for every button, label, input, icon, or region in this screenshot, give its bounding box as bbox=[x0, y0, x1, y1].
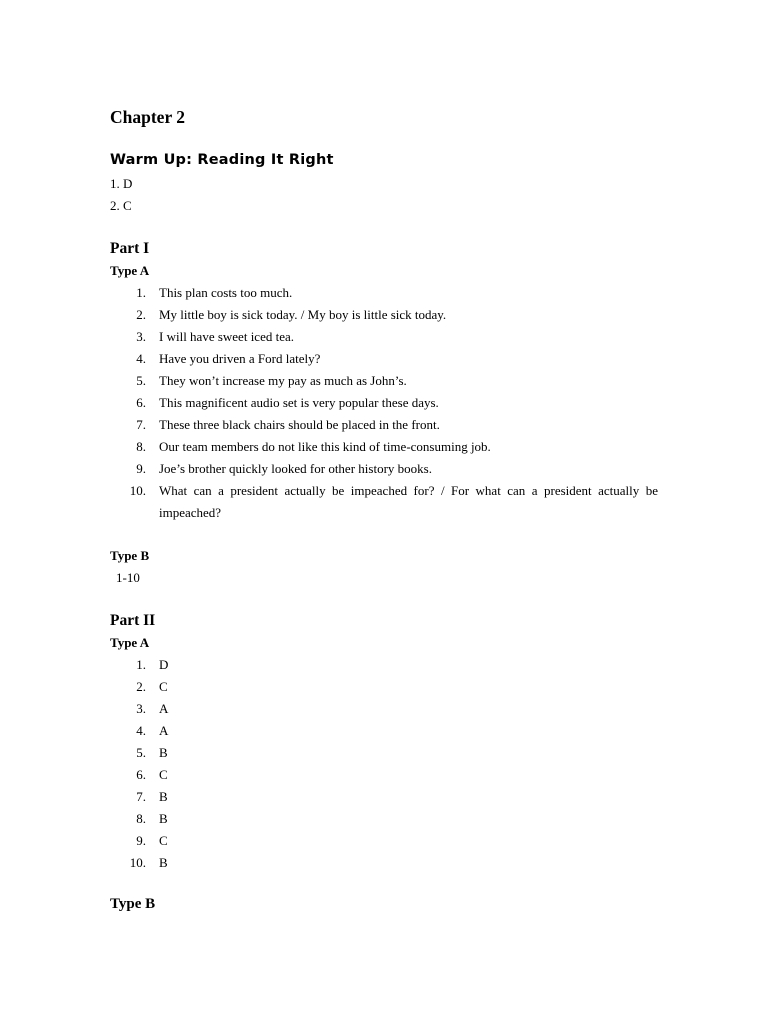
part2-typeA-item-number: 4. bbox=[136, 723, 146, 738]
part1-typeB-heading: Type B bbox=[110, 548, 150, 563]
part1-typeA-list bbox=[110, 282, 658, 524]
part2-typeA-item bbox=[110, 698, 658, 720]
part1-typeA-item bbox=[110, 392, 658, 414]
part2-typeA-item bbox=[110, 676, 658, 698]
warmup-heading: Warm Up: Reading It Right bbox=[110, 152, 334, 168]
part1-typeA-item bbox=[110, 414, 658, 436]
part1-typeA-item-text: They won’t increase my pay as much as John’s. bbox=[159, 373, 407, 388]
part2-typeA-item-text: C bbox=[159, 767, 168, 782]
part1-typeA-item-number: 7. bbox=[136, 417, 146, 432]
part1-typeA-item-text: Our team members do not like this kind of time-consuming job. bbox=[159, 439, 491, 454]
part1-typeA-heading: Type A bbox=[110, 263, 150, 278]
part2-typeA-item bbox=[110, 830, 658, 852]
part1-typeA-item bbox=[110, 326, 658, 348]
part1-typeA-item bbox=[110, 458, 658, 480]
part2-typeA-item bbox=[110, 654, 658, 676]
part1-typeA-item-number: 4. bbox=[136, 351, 146, 366]
part2-typeA-item-number: 8. bbox=[136, 811, 146, 826]
part2-typeA-item-text: B bbox=[159, 855, 168, 870]
part2-typeA-item-text: A bbox=[159, 701, 169, 716]
part2-typeA-item-number: 10. bbox=[129, 855, 146, 870]
part1-typeA-item-number: 8. bbox=[136, 439, 146, 454]
part2-typeA-list bbox=[110, 654, 658, 874]
part2-typeB-heading: Type B bbox=[110, 896, 156, 912]
part1-typeA-item-text: My little boy is sick today. / My boy is little sick today. bbox=[159, 307, 447, 322]
part2-typeA-item-number: 9. bbox=[136, 833, 146, 848]
part2-typeA-item-text: B bbox=[159, 789, 168, 804]
part1-typeA-item-number: 10. bbox=[129, 483, 146, 498]
part2-typeA-item bbox=[110, 720, 658, 742]
part2-typeA-item bbox=[110, 808, 658, 830]
part1-typeA-item bbox=[110, 436, 658, 458]
part1-typeA-item-number: 6. bbox=[136, 395, 146, 410]
part2-typeA-item-number: 7. bbox=[136, 789, 146, 804]
part1-heading: Part I bbox=[110, 240, 150, 257]
part1-typeA-item-number: 3. bbox=[136, 329, 146, 344]
part1-typeA-item-text: Joe’s brother quickly looked for other history books. bbox=[159, 461, 432, 476]
part1-typeA-item-number: 1. bbox=[136, 285, 146, 300]
part2-typeA-item-number: 6. bbox=[136, 767, 146, 782]
part1-typeA-item bbox=[110, 370, 658, 392]
part1-typeA-item bbox=[110, 304, 658, 326]
part1-typeA-item-text: These three black chairs should be placed in the front. bbox=[159, 417, 440, 432]
warmup-answer-2: 2. C bbox=[110, 198, 132, 213]
part2-typeA-item-number: 2. bbox=[136, 679, 146, 694]
part2-typeA-heading: Type A bbox=[110, 635, 150, 650]
part2-typeA-item-text: C bbox=[159, 679, 168, 694]
part1-typeA-item-text: I will have sweet iced tea. bbox=[159, 329, 294, 344]
part2-typeA-item-text: B bbox=[159, 811, 168, 826]
part2-heading: Part II bbox=[110, 612, 156, 629]
chapter-title: Chapter 2 bbox=[110, 107, 186, 127]
part2-typeA-item-text: D bbox=[159, 657, 169, 672]
part1-typeA-item-text: This magnificent audio set is very popular these days. bbox=[159, 395, 439, 410]
part2-typeA-item-text: C bbox=[159, 833, 168, 848]
part1-typeA-item-number: 9. bbox=[136, 461, 146, 476]
part2-typeA-item-text: A bbox=[159, 723, 169, 738]
part2-typeA-item-number: 5. bbox=[136, 745, 146, 760]
part2-typeA-item-number: 1. bbox=[136, 657, 146, 672]
part1-typeA-item-text: Have you driven a Ford lately? bbox=[159, 351, 321, 366]
part2-typeA-item bbox=[110, 852, 658, 874]
part2-typeA-item-text: B bbox=[159, 745, 168, 760]
part2-typeA-item bbox=[110, 786, 658, 808]
part1-typeA-item-text: What can a president actually be impeached for? / For what can a president actually be impeached? bbox=[159, 483, 658, 520]
warmup-answer-1: 1. D bbox=[110, 176, 133, 191]
part1-typeB-text: 1-10 bbox=[116, 570, 140, 585]
part1-typeA-item-text: This plan costs too much. bbox=[159, 285, 293, 300]
part1-typeA-item-number: 5. bbox=[136, 373, 146, 388]
part1-typeA-item bbox=[110, 348, 658, 370]
part1-typeA-item bbox=[110, 282, 658, 304]
part2-typeA-item bbox=[110, 764, 658, 786]
part2-typeA-item-number: 3. bbox=[136, 701, 146, 716]
part1-typeA-item-number: 2. bbox=[136, 307, 146, 322]
part1-typeA-item bbox=[110, 480, 658, 524]
part2-typeA-item bbox=[110, 742, 658, 764]
